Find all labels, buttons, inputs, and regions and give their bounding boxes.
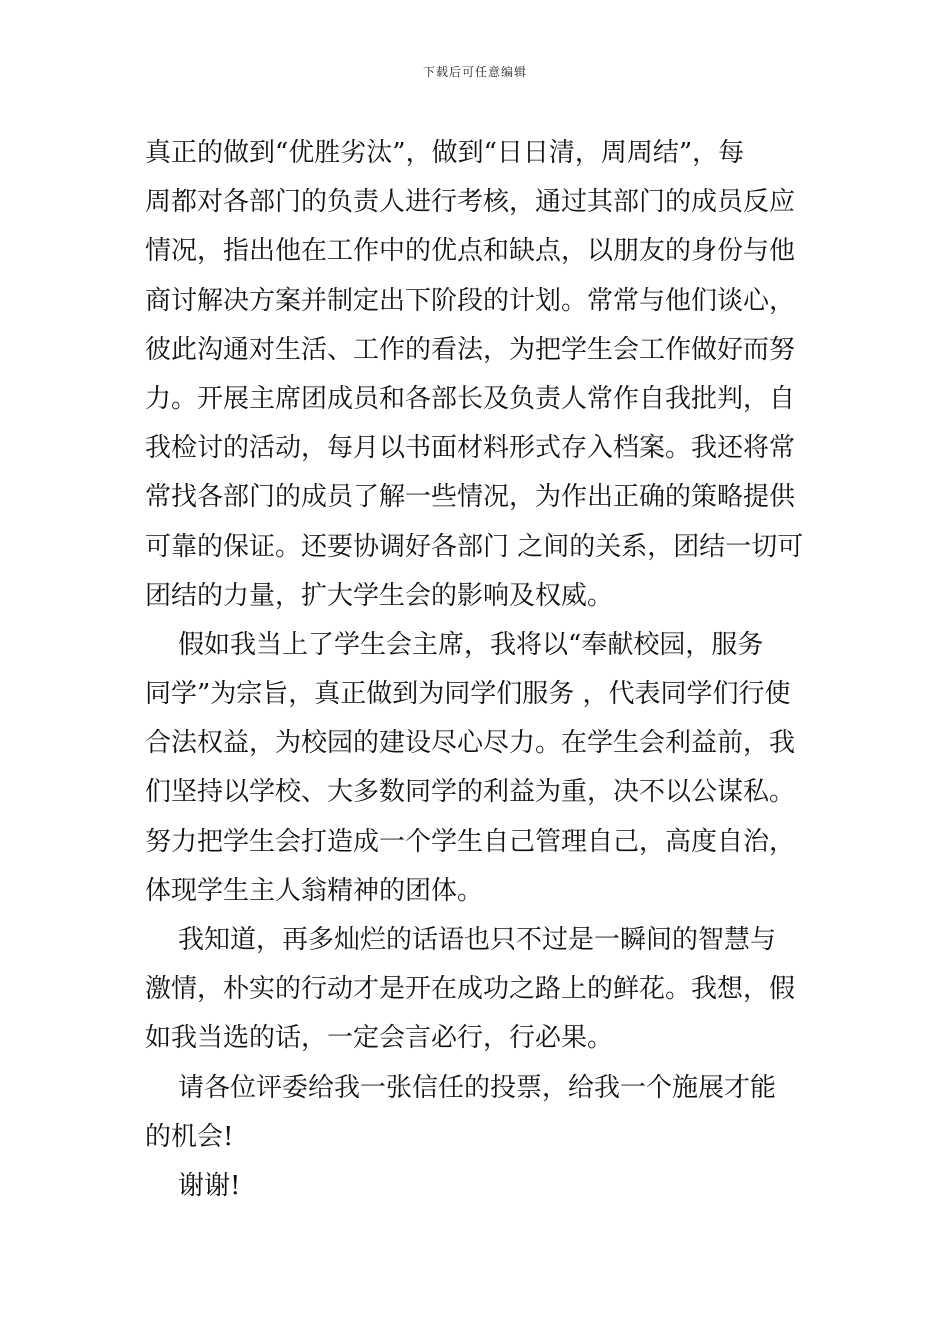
text-line: 假如我当上了学生会主席，我将以“奉献校园，服务 [145,629,764,660]
text-line: 彼此沟通对生活、工作的看法，为把学生会工作做好而努 [145,334,796,365]
text-line: 合法权益，为校园的建设尽心尽力。在学生会利益前，我 [145,728,796,759]
text-line: 真正的做到“优胜劣汰”，做到“日日清，周周结”，每 [145,138,745,168]
text-line: 商讨解决方案并制定出下阶段的计划。常常与他们谈心， [145,285,796,316]
text-line: 激情，朴实的行动才是开在成功之路上的鲜花。我想，假 [145,974,796,1005]
text-line: 力。开展主席团成员和各部长及负责人常作自我批判，自 [145,383,796,414]
paragraph-4 [145,1064,810,1162]
text-line: 周都对各部门的负责人进行考核，通过其部门的成员反应 [145,187,796,218]
text-line: 我知道，再多灿烂的话语也只不过是一瞬间的智慧与 [145,925,777,955]
text-line: 努力把学生会打造成一个学生自己管理自己，高度自治， [145,826,796,857]
paragraph-5 [145,1162,810,1211]
paragraph-2 [145,621,810,916]
text-line: 团结的力量，扩大学生会的影响及权威。 [145,580,614,611]
text-line: 常找各部门的成员了解一些情况，为作出正确的策略提供 [145,482,796,513]
document-body [145,129,810,1211]
text-line: 情况，指出他在工作中的优点和缺点，以朋友的身份与他 [145,236,796,267]
text-line: 谢谢! [145,1170,241,1201]
text-line: 请各位评委给我一张信任的投票，给我一个施展才能 [145,1072,777,1103]
text-line: 如我当选的话，一定会言必行，行必果。 [145,1023,614,1054]
text-line: 体现学生主人翁精神的团体。 [145,875,484,906]
paragraph-1 [145,129,810,621]
text-line: 的机会! [145,1121,234,1152]
header-note: 下载后可任意编辑 [422,65,527,79]
text-line: 可靠的保证。还要协调好各部门 之间的关系，团结一切可 [145,531,804,562]
text-line: 同学”为宗旨，真正做到为同学们服务 ，代表同学们行使 [145,679,791,710]
paragraph-3 [145,916,810,1064]
text-line: 们坚持以学校、大多数同学的利益为重，决不以公谋私。 [145,777,796,808]
text-line: 我检讨的活动，每月以书面材料形式存入档案。我还将常 [145,433,796,464]
